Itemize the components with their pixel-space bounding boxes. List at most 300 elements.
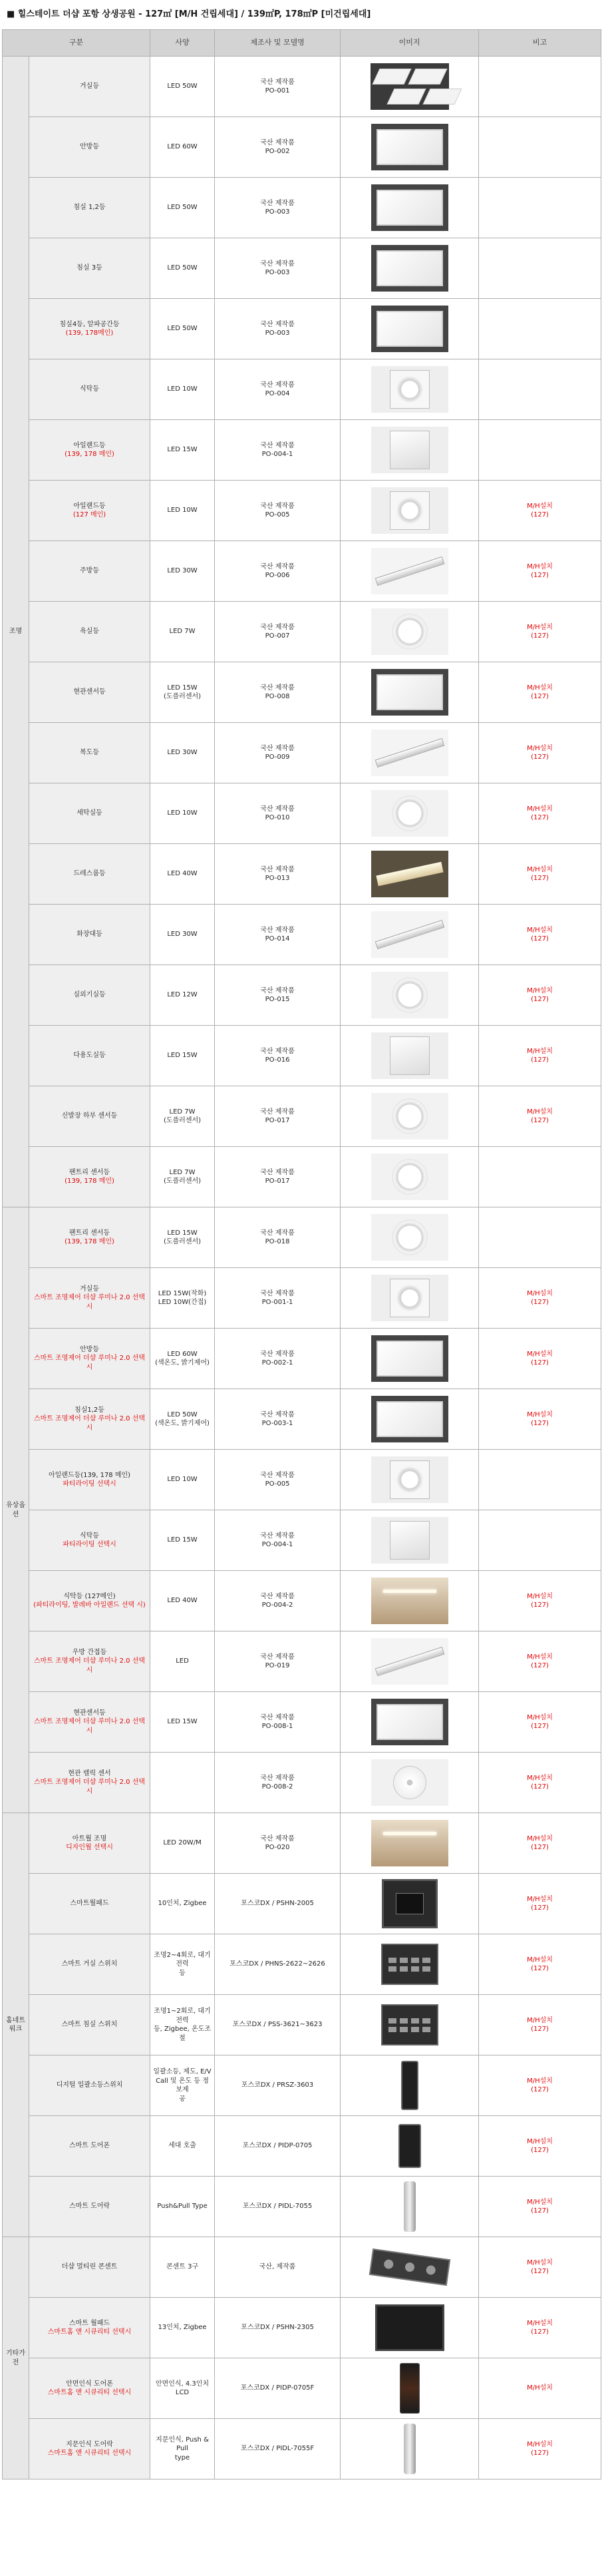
cell-line: (127) [531,1359,549,1367]
item-name [29,541,150,602]
item-image [341,783,479,844]
item-note [479,662,601,723]
cell-line: 포스코DX / PSHN-2005 [241,1900,314,1908]
cell-line: 복도등 [80,749,99,757]
group-label: 홈네트워크 [3,1813,29,2237]
cell-line: M/H설치 [527,1713,553,1721]
item-maker [215,481,341,541]
table-row [3,117,601,178]
image-frame [343,1329,476,1389]
item-spec [150,178,215,238]
item-note [479,2177,601,2237]
cell-line: (127) [531,1602,549,1609]
cell-line: LED 50W [167,204,198,212]
item-spec [150,1147,215,1207]
table-row [3,1874,601,1934]
item-image [341,299,479,359]
image-frame [343,1087,476,1146]
item-name [29,1207,150,1268]
table-row [3,662,601,723]
cell-line: 국산 제작품 [260,320,295,328]
cell-line: 팬트리 센서등 [69,1229,110,1237]
table-row [3,1813,601,1874]
item-maker [215,1813,341,1874]
group-label: 기타가전 [3,2237,29,2479]
item-note [479,117,601,178]
item-name [29,1086,150,1147]
cell-line: M/H설치 [527,1592,553,1600]
table-row [3,2419,601,2479]
linear-light-icon [371,548,448,594]
cell-line: 국산 제작품 [260,199,295,207]
item-name [29,57,150,117]
downlight-icon [371,972,448,1018]
item-maker [215,1874,341,1934]
image-frame [343,1874,476,1934]
item-name [29,1571,150,1631]
item-maker [215,2298,341,2358]
outlet-icon [369,2249,450,2286]
cell-line: PO-008-1 [261,1723,293,1730]
cell-line: (127) [531,935,549,943]
cell-line: M/H설치 [527,2016,553,2024]
item-note [479,723,601,783]
cell-line: 국산 제작품 [260,986,295,994]
switch-icon [381,2004,438,2045]
image-frame [343,1208,476,1267]
cell-line: 스마트 도어락 [69,2203,110,2211]
multipanel-icon [371,63,449,110]
image-frame [343,663,476,722]
item-name [29,2298,150,2358]
item-spec [150,662,215,723]
cell-line: (127) [531,875,549,882]
square-light-icon [371,1032,448,1079]
cell-line: Call 및 온도 등 정보제 [156,2077,209,2093]
item-spec [150,1268,215,1329]
cell-line: 스마트 조명제어 더샵 루미나 2.0 선택시 [33,1718,146,1735]
image-frame [343,845,476,904]
item-spec [150,1450,215,1510]
item-note [479,1995,601,2055]
cell-line: M/H설치 [527,1047,553,1055]
item-note [479,2419,601,2479]
cell-line: PO-008-2 [261,1783,293,1791]
item-image [341,2298,479,2358]
cell-line: 파티라이팅 선택시 [63,1480,116,1488]
image-frame [343,2177,476,2237]
item-note [479,1510,601,1571]
cell-line: (127) [531,1299,549,1306]
cell-line: M/H설치 [527,744,553,752]
cell-line: LED 7W [169,1108,196,1116]
cell-line: 포스코DX / PIDP-0705F [240,2384,315,2392]
cell-line: 포스코DX / PRSZ-3603 [241,2081,314,2089]
cell-line: 국산 제작품 [260,1289,295,1297]
cell-line: 국산 제작품 [260,1168,295,1176]
cell-line: PO-003 [265,208,290,216]
cell-line: (127) [531,1783,549,1791]
tall-switch-icon [401,2061,418,2110]
header-row [3,30,601,57]
item-image [341,1813,479,1874]
cell-line: 디지털 일괄소등스위치 [56,2081,123,2089]
image-frame [343,1269,476,1328]
item-image [341,1934,479,1995]
cell-line: M/H설치 [527,2137,553,2145]
item-note [479,541,601,602]
item-name [29,1268,150,1329]
panel-light-icon [371,245,448,292]
cell-line: 스마트 조명제어 더샵 루미나 2.0 선택시 [33,1657,146,1674]
cell-line: PO-005 [265,511,290,519]
cell-line: 스마트 조명제어 더샵 루미나 2.0 선택시 [33,1415,146,1432]
cell-line: 스마트 거실 스위치 [61,1960,118,1968]
cell-line: LED 15W [167,684,198,692]
item-note [479,844,601,905]
cell-line: (도플러센서) [163,1117,202,1124]
cell-line: 국산 제작품 [260,684,295,692]
square-light-icon [371,427,448,473]
cell-line: 스마트홈 앤 시큐리티 선택시 [47,2450,132,2457]
cell-line: 일괄소등, 제도, E/V [153,2068,212,2075]
cell-line: Push&Pull Type [157,2203,208,2211]
item-name [29,1450,150,1510]
cell-line: (127) [531,1662,549,1669]
cell-line: 포스코DX / PIDP-0705 [242,2142,313,2150]
item-spec [150,1571,215,1631]
cell-line: M/H설치 [527,1350,553,1358]
cell-line: 스마트 도어폰 [69,2142,110,2150]
table-row [3,238,601,299]
door-handle-icon [404,2424,416,2474]
item-image [341,1207,479,1268]
item-image [341,117,479,178]
table-row [3,420,601,481]
item-image [341,1692,479,1753]
cell-line: M/H설치 [527,1653,553,1661]
cell-line: 아일랜드등(139, 178 메인) [48,1471,131,1479]
cell-line: 주방등 [80,567,99,575]
table-row [3,1571,601,1631]
item-image [341,541,479,602]
cell-line: M/H설치 [527,1834,553,1842]
cell-line: 국산 제작품 [260,502,295,510]
cell-line: (139, 178 메인) [65,451,114,458]
table-row [3,1631,601,1692]
cell-line: 침실 3등 [76,264,102,272]
linear-light-icon [371,730,448,776]
cell-line: M/H설치 [527,926,553,934]
cell-line: PO-017 [265,1117,290,1124]
cell-line: 우방 간접등 [72,1648,107,1656]
item-maker [215,2419,341,2479]
image-frame [343,2420,476,2479]
item-maker [215,1268,341,1329]
table-row [3,1268,601,1329]
item-image [341,2419,479,2479]
cell-line: PO-002-1 [261,1359,293,1367]
table-row [3,1753,601,1813]
cell-line: M/H설치 [527,2258,553,2266]
item-maker [215,1571,341,1631]
image-frame [343,1026,476,1086]
item-image [341,1389,479,1450]
item-note [479,1934,601,1995]
cell-line: (127) [531,2207,549,2215]
cell-line: 포스코DX / PIDL-7055F [240,2445,315,2453]
item-image [341,1995,479,2055]
item-name [29,238,150,299]
table-row [3,2237,601,2298]
image-frame [343,905,476,965]
item-maker [215,723,341,783]
table-row [3,1510,601,1571]
item-name [29,1692,150,1753]
item-maker [215,117,341,178]
switch-icon [381,1944,438,1985]
table-body [3,57,601,2479]
item-maker [215,1389,341,1450]
page-title: ■ 힐스테이트 더샵 포항 상생공원 - 127㎡ [M/H 건립세대] / 139㎡P, 178㎡P [미건립세대] [7,9,371,19]
cell-line: PO-019 [265,1662,290,1669]
cell-line: (도플러센서) [163,693,202,700]
cell-line: M/H설치 [527,1895,553,1903]
table-row [3,2177,601,2237]
cell-line: LED 60W [167,143,198,151]
cell-line: 국산 제작품 [260,1653,295,1661]
cell-line: (127) [531,753,549,761]
image-frame [343,2117,476,2176]
item-maker [215,238,341,299]
item-spec [150,844,215,905]
cell-line: (127) [531,996,549,1003]
image-frame [343,1450,476,1510]
cell-line: PO-001-1 [261,1299,293,1306]
header-group: 구분 [3,30,150,57]
cell-line: M/H설치 [527,2440,553,2448]
item-maker [215,965,341,1026]
cell-line: 스마트홈 앤 시큐리티 선택시 [47,2389,132,2396]
table-row [3,1147,601,1207]
cell-line: PO-020 [265,1844,290,1851]
image-frame [343,360,476,419]
item-maker [215,1329,341,1389]
cell-line: 국산 제작품 [260,805,295,813]
item-note [479,2055,601,2116]
cell-line: (127) [531,1844,549,1851]
cell-line: PO-006 [265,572,290,579]
cell-line: 더샵 멀티린 콘센트 [61,2263,118,2271]
cell-line: PO-003-1 [261,1420,293,1427]
header-image: 이미지 [341,30,479,57]
item-maker [215,783,341,844]
cell-line: (127) [531,632,549,640]
item-spec [150,2237,215,2298]
item-note [479,1207,601,1268]
item-note [479,359,601,420]
item-name [29,1631,150,1692]
item-image [341,238,479,299]
item-maker [215,541,341,602]
item-note [479,2237,601,2298]
item-note [479,178,601,238]
cell-line: 스마트 월패드 [69,2319,110,2327]
cell-line: 국산 제작품 [260,260,295,268]
cell-line: LED 15W(작화) [158,1289,207,1297]
cell-line: (색온도, 밝기제어) [155,1359,210,1367]
item-maker [215,602,341,662]
table-row [3,723,601,783]
item-image [341,905,479,965]
item-name [29,2419,150,2479]
cell-line: type [174,2454,190,2462]
item-note [479,1389,601,1450]
image-frame [343,300,476,359]
cell-line: 아트월 조명 [72,1834,107,1842]
cell-line: 국산 제작품 [260,1532,295,1540]
cell-line: PO-009 [265,753,290,761]
cell-line: 국산 제작품 [260,865,295,873]
item-image [341,1026,479,1086]
cell-line: 현관센서등 [73,1709,106,1717]
item-spec [150,481,215,541]
cell-line: 세탁실등 [76,809,102,817]
image-frame [343,178,476,238]
group-label: 유상옵션 [3,1207,29,1813]
item-name [29,1147,150,1207]
cell-line: (127) [531,1056,549,1064]
item-spec [150,1389,215,1450]
item-note [479,1329,601,1389]
item-note [479,905,601,965]
cell-line: 팬트리 센서등 [69,1168,110,1176]
item-image [341,1874,479,1934]
item-spec [150,602,215,662]
cell-line: 국산 제작품 [260,623,295,631]
wallpad-icon [382,1879,438,1928]
cell-line: 국산 제작품 [260,926,295,934]
cell-line: 공 [179,2095,186,2103]
header-spec: 사양 [150,30,215,57]
cell-line: M/H설치 [527,1289,553,1297]
cell-line: M/H설치 [527,623,553,631]
cell-line: M/H설치 [527,2319,553,2327]
door-lock-icon [400,2363,420,2414]
cell-line: 국산 제작품 [260,744,295,752]
panel-light-icon [371,124,448,170]
cell-line: (127) [531,2086,549,2093]
downlight-icon [371,1093,448,1140]
cell-line: LED 10W [167,1476,198,1484]
item-maker [215,2055,341,2116]
item-spec [150,783,215,844]
cell-line: 파티라이팅 선택시 [63,1541,116,1548]
cell-line: (127) [531,2147,549,2154]
item-spec [150,965,215,1026]
cell-line: LED 15W [167,1229,198,1237]
item-spec [150,905,215,965]
table-row [3,178,601,238]
cell-line: (색온도, 밝기제어) [155,1420,210,1427]
cell-line: 식탁등 [80,385,99,393]
cell-line: 스마트 조명제어 더샵 루미나 2.0 선택시 [33,1294,146,1311]
item-name [29,1389,150,1450]
cell-line: (127) [531,1904,549,1912]
cell-line: LED 15W [167,1052,198,1060]
cell-line: M/H설치 [527,2384,553,2392]
item-note [479,965,601,1026]
image-frame [343,118,476,177]
cell-line: 화장대등 [76,931,102,939]
item-name [29,905,150,965]
table-row [3,2358,601,2419]
cell-line: M/H설치 [527,1956,553,1964]
cell-line: M/H설치 [527,865,553,873]
item-note [479,1874,601,1934]
cell-line: 안면인식 도어폰 [66,2380,113,2388]
spec-table [2,29,601,2479]
image-frame [343,57,476,116]
cell-line: PO-016 [265,1056,290,1064]
panel-light-icon [371,306,448,352]
cell-line: (127) [531,511,549,519]
square-light-icon [371,1517,448,1564]
item-note [479,1813,601,1874]
item-image [341,1631,479,1692]
panel-light-icon [371,1335,448,1382]
cell-line: LED 12W [167,991,198,999]
item-spec [150,1874,215,1934]
item-name [29,1995,150,2055]
image-frame [343,1753,476,1813]
item-spec [150,420,215,481]
cell-line: 다용도실등 [73,1052,106,1060]
cell-line: 스마트 조명제어 더샵 루미나 2.0 선택시 [33,1779,146,1795]
table-row [3,541,601,602]
cell-line: 국산 제작품 [260,1834,295,1842]
item-note [479,2298,601,2358]
item-note [479,238,601,299]
item-spec [150,1631,215,1692]
cell-line: 등 [179,1969,186,1977]
header-maker: 제조사 및 모델명 [215,30,341,57]
item-maker [215,2358,341,2419]
table-row [3,481,601,541]
cell-line: M/H설치 [527,2077,553,2085]
table-row [3,57,601,117]
room-light-icon [371,1578,448,1624]
cell-line: 포스코DX / PSS-3621~3623 [232,2021,323,2029]
cell-line: 국산 제작품 [260,441,295,449]
table-row [3,2298,601,2358]
item-name [29,844,150,905]
item-spec [150,359,215,420]
item-note [479,602,601,662]
item-image [341,1510,479,1571]
item-image [341,965,479,1026]
item-name [29,662,150,723]
item-image [341,2358,479,2419]
item-maker [215,359,341,420]
item-image [341,662,479,723]
item-image [341,2055,479,2116]
item-image [341,1329,479,1389]
cell-line: 지문인식, Push & Pull [156,2436,209,2453]
cell-line: LED 30W [167,567,198,575]
item-spec [150,541,215,602]
bar-dark-icon [371,851,448,897]
